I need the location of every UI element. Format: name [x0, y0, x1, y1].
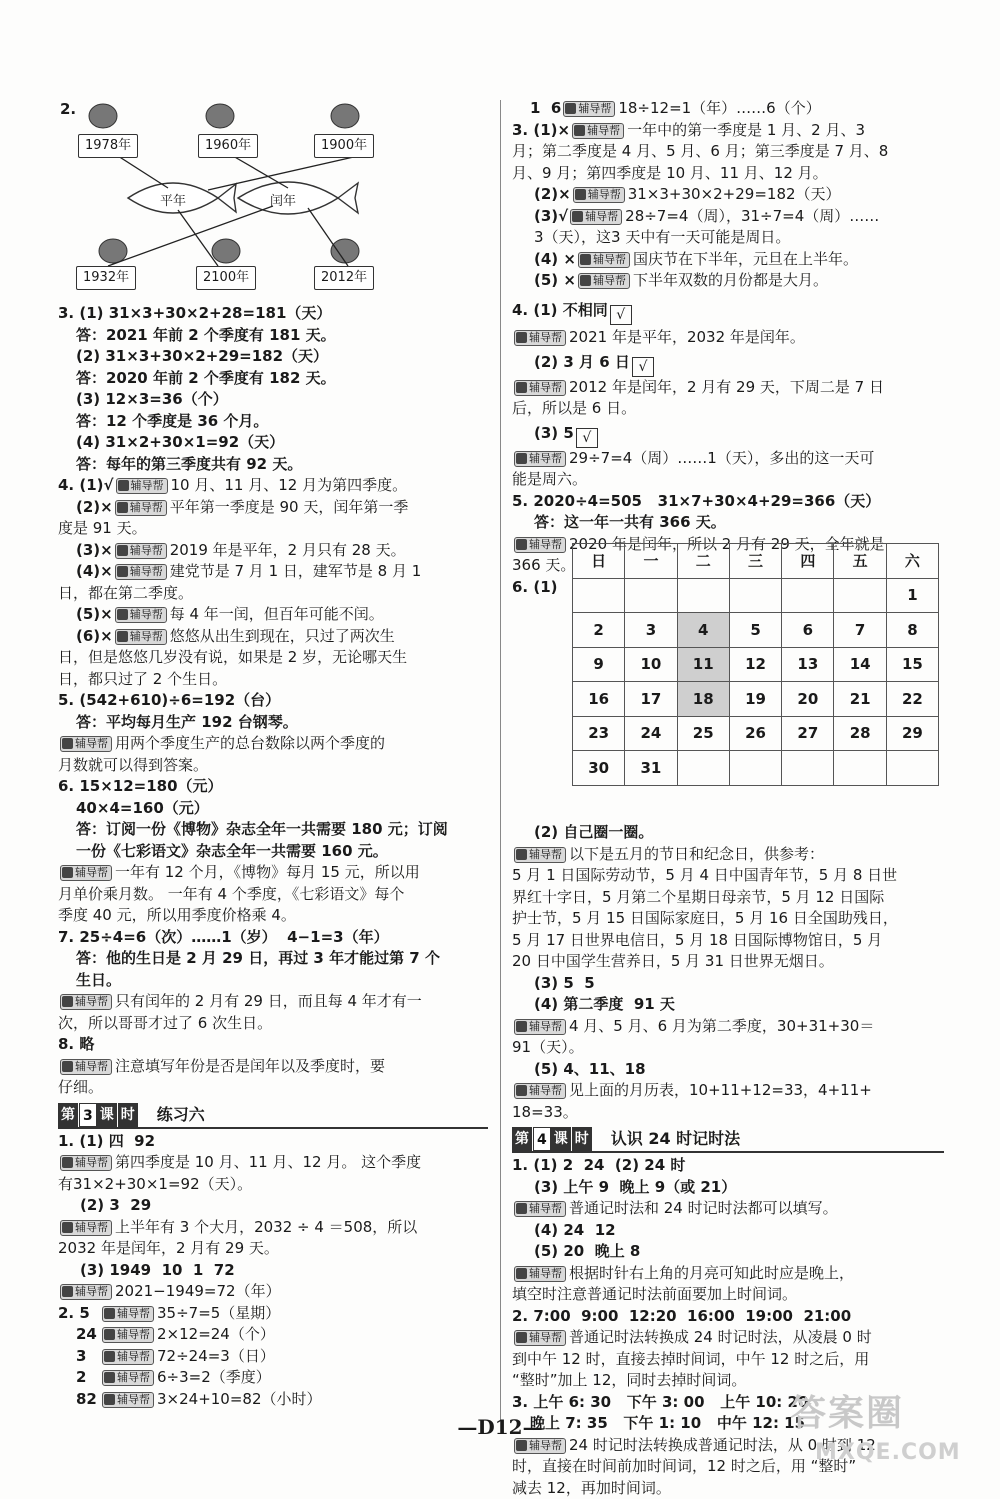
- helper-badge: 辅导帮: [102, 1327, 154, 1343]
- explanation: 月、9 月；第四季度是 10 月、11 月、12 月。: [512, 163, 944, 185]
- answer-mark: (3)√: [534, 207, 568, 225]
- explanation: 2020 年是闰年，所以 2 月有 29 天，全年就是: [569, 535, 885, 553]
- calendar-day: 8: [886, 613, 938, 648]
- helper-badge: 辅导帮: [514, 847, 566, 863]
- answer-line: 答：这一年一共有 366 天。: [512, 512, 944, 534]
- answer-line: (4) 第二季度 91 天: [512, 994, 944, 1016]
- explanation: 6÷3=2（季度）: [157, 1368, 271, 1386]
- calendar-day: 20: [782, 682, 834, 717]
- helper-badge: 辅导帮: [578, 252, 630, 268]
- helper-icon: [580, 275, 591, 286]
- helper-badge: 辅导帮: [514, 1266, 566, 1282]
- helper-badge: 辅导帮: [115, 500, 167, 516]
- answer-value: 24: [76, 1324, 100, 1346]
- check-box: √: [576, 428, 598, 448]
- answer-mark: 3. (1)×: [512, 121, 570, 139]
- explanation: 界红十字日，5 月第二个星期日母亲节，5 月 12 日国际: [512, 887, 944, 909]
- answer-line: 答：每年的第三季度共有 92 天。: [58, 454, 488, 476]
- helper-badge: 辅导帮: [60, 736, 112, 752]
- explanation: 根据时针右上角的月亮可知此时应是晚上，: [569, 1264, 854, 1282]
- explanation: 日，但是悠悠几岁没有说，如果是 2 岁，无论哪天生: [58, 647, 488, 669]
- calendar-empty-cell: [677, 578, 729, 613]
- helper-icon: [62, 996, 73, 1007]
- helper-icon: [516, 1268, 527, 1279]
- helper-badge: 辅导帮: [514, 330, 566, 346]
- answer-q7: [58, 927, 488, 1035]
- page-number: —D12—: [0, 1415, 1000, 1439]
- helper-icon: [572, 211, 583, 222]
- calendar-empty-cell: [729, 751, 781, 786]
- explanation: 仔细。: [58, 1077, 488, 1099]
- calendar-week-row: [573, 578, 939, 613]
- helper-icon: [62, 738, 73, 749]
- fish-label-leap-year: 闰年: [270, 190, 296, 209]
- helper-badge: 辅导帮: [102, 1392, 154, 1408]
- helper-icon: [62, 1061, 73, 1072]
- answer-r3: [512, 120, 944, 292]
- answer-line: 3. 上午 6: 30 下午 3: 00 上午 10: 20: [512, 1392, 944, 1414]
- explanation: 2019 年是平年，2 月只有 28 天。: [170, 541, 406, 559]
- explanation: 只有闰年的 2 月有 29 日，而且每 4 年才有一: [115, 992, 422, 1010]
- explanation: 用两个季度生产的总台数除以两个季度的: [115, 734, 385, 752]
- calendar-body: [573, 578, 939, 785]
- explanation: 72÷24=3（日）: [157, 1347, 275, 1365]
- right-column: [512, 98, 944, 1499]
- answer-mark: (2)×: [76, 498, 113, 516]
- explanation: 见上面的月历表，10+11+12=33，4+11+: [569, 1081, 872, 1099]
- answer-mark: (4) ×: [534, 250, 576, 268]
- calendar-day: 28: [834, 716, 886, 751]
- answer-value: 82: [76, 1389, 100, 1411]
- calendar-weekday: 日: [573, 544, 625, 579]
- explanation: 减去 12，再加时间词。: [512, 1478, 944, 1499]
- answer-line: (4) 31×2+30×1=92（天）: [58, 432, 488, 454]
- leap-year-diagram: [58, 98, 488, 303]
- helper-badge: 辅导帮: [102, 1349, 154, 1365]
- explanation: 季度 40 元，所以用季度价格乘 4。: [58, 905, 488, 927]
- explanation: 2×12=24（个）: [157, 1325, 275, 1343]
- calendar-empty-cell: [677, 751, 729, 786]
- calendar-weekday: 五: [834, 544, 886, 579]
- lesson-title: 练习六: [157, 1103, 205, 1127]
- explanation: 2021−1949=72（年）: [115, 1282, 281, 1300]
- answer-mark: (2)×: [534, 185, 571, 203]
- calendar-day: 30: [573, 751, 625, 786]
- explanation: 能是周六。: [512, 469, 944, 491]
- explanation: 3×24+10=82（小时）: [157, 1390, 322, 1408]
- calendar-day: 13: [782, 647, 834, 682]
- calendar-week-row: [573, 682, 939, 717]
- answer-line: (5) 20 晚上 8: [512, 1241, 944, 1263]
- answer-mark: (4)×: [76, 562, 113, 580]
- calendar-day: 23: [573, 716, 625, 751]
- practice-q2: [58, 1303, 488, 1411]
- explanation: 日，都只过了 2 个生日。: [58, 669, 488, 691]
- helper-badge: 辅导帮: [60, 1059, 112, 1075]
- answer-q4: [58, 475, 488, 690]
- explanation: 平年第一季度是 90 天，闰年第一季: [170, 498, 409, 516]
- helper-badge: 辅导帮: [116, 478, 168, 494]
- calendar-header-row: [573, 544, 939, 579]
- explanation: 日，都在第二季度。: [58, 583, 488, 605]
- calendar-week-row: [573, 751, 939, 786]
- explanation: 35÷7=5（星期）: [157, 1304, 280, 1322]
- calendar-day: 5: [729, 613, 781, 648]
- calendar-empty-cell: [782, 578, 834, 613]
- helper-icon: [575, 189, 586, 200]
- answer-line: (3) 上午 9 晚上 9（或 21）: [512, 1177, 944, 1199]
- calendar-day: 19: [729, 682, 781, 717]
- answer-line: (2) 31×3+30×2+29=182（天）: [58, 346, 488, 368]
- year-box-top-1: 1978年: [78, 134, 138, 158]
- calendar-day: 4: [677, 613, 729, 648]
- explanation: 4 月、5 月、6 月为第二季度，30+31+30＝: [569, 1017, 874, 1035]
- helper-icon: [117, 566, 128, 577]
- answer-q5: [58, 690, 488, 776]
- explanation: 18÷12=1（年）……6（个）: [618, 99, 820, 117]
- calendar-day: 27: [782, 716, 834, 751]
- helper-icon: [516, 1440, 527, 1451]
- helper-badge: 辅导帮: [563, 101, 615, 117]
- answer-mark: (5)×: [76, 605, 113, 623]
- calendar-week-row: [573, 647, 939, 682]
- helper-badge: 辅导帮: [578, 273, 630, 289]
- answer-line: (3) 5: [534, 424, 574, 442]
- column-divider: [500, 100, 501, 1420]
- calendar-day: 24: [625, 716, 677, 751]
- explanation: 366 天。: [512, 555, 944, 577]
- calendar-empty-cell: [625, 578, 677, 613]
- answer-line: 答：平均每月生产 192 台钢琴。: [58, 712, 488, 734]
- explanation: 月数就可以得到答案。: [58, 755, 488, 777]
- explanation: 2012 年是闰年，2 月有 29 天，下周二是 7 日: [569, 378, 884, 396]
- explanation: 月单价乘月数。 一年有 4 个季度，《七彩语文》每个: [58, 884, 488, 906]
- answer-line: 3. (1) 31×3+30×2+28=181（天）: [58, 303, 488, 325]
- calendar-day: 31: [625, 751, 677, 786]
- year-box-top-2: 1960年: [198, 134, 258, 158]
- explanation: 度是 91 天。: [58, 518, 488, 540]
- calendar-week-row: [573, 716, 939, 751]
- helper-icon: [104, 1394, 115, 1405]
- calendar-day: 2: [573, 613, 625, 648]
- calendar-day: 29: [886, 716, 938, 751]
- helper-badge: 辅导帮: [514, 537, 566, 553]
- answer-line: 答：12 个季度是 36 个月。: [58, 411, 488, 433]
- answer-line: 答：2021 年前 2 个季度有 181 天。: [58, 325, 488, 347]
- explanation: 护士节，5 月 15 日国际家庭日，5 月 16 日全国助残日，: [512, 908, 944, 930]
- calendar-day: 1: [886, 578, 938, 613]
- helper-icon: [62, 867, 73, 878]
- answer-line: (3) 12×3=36（个）: [58, 389, 488, 411]
- helper-icon: [62, 1222, 73, 1233]
- explanation: 一年有 12 个月，《博物》每月 15 元，所以用: [115, 863, 420, 881]
- calendar-day: 11: [677, 647, 729, 682]
- explanation: 建党节是 7 月 1 日，建军节是 8 月 1: [170, 562, 422, 580]
- explanation: 第四季度是 10 月、11 月、12 月。 这个季度: [115, 1153, 421, 1171]
- calendar-weekday: 一: [625, 544, 677, 579]
- answer-line: (3) 5 5: [512, 973, 944, 995]
- explanation: 后，所以是 6 日。: [512, 398, 944, 420]
- helper-badge: 辅导帮: [60, 865, 112, 881]
- calendar-day: 15: [886, 647, 938, 682]
- calendar-empty-cell: [729, 578, 781, 613]
- calendar-day: 12: [729, 647, 781, 682]
- helper-badge: 辅导帮: [115, 564, 167, 580]
- helper-icon: [516, 539, 527, 550]
- calendar-week-row: [573, 613, 939, 648]
- helper-icon: [516, 1021, 527, 1032]
- helper-icon: [580, 254, 591, 265]
- calendar-day: 22: [886, 682, 938, 717]
- explanation: 每 4 年一闰，但百年可能不闰。: [170, 605, 384, 623]
- helper-badge: 辅导帮: [60, 1220, 112, 1236]
- lesson-badge: 第 3 课 时: [58, 1103, 139, 1127]
- helper-badge: 辅导帮: [514, 451, 566, 467]
- explanation: 10 月、11 月、12 月为第四季度。: [171, 476, 408, 494]
- year-box-top-3: 1900年: [314, 134, 374, 158]
- answer-line: 6. 15×12=180（元）: [58, 776, 488, 798]
- answer-line: 4. (1) 不相同: [512, 301, 608, 319]
- calendar-day: 17: [625, 682, 677, 717]
- explanation: 5 月 17 日世界电信日，5 月 18 日国际博物馆日，5 月: [512, 930, 944, 952]
- explanation: 5 月 1 日国际劳动节，5 月 4 日中国青年节，5 月 8 日世: [512, 865, 944, 887]
- answer-line: 答：订阅一份《博物》杂志全年一共需要 180 元；订阅: [58, 819, 488, 841]
- calendar-day: 18: [677, 682, 729, 717]
- calendar-day: 21: [834, 682, 886, 717]
- answer-line: (2) 3 月 6 日: [534, 353, 630, 371]
- explanation: 18=33。: [512, 1102, 944, 1124]
- helper-icon: [516, 849, 527, 860]
- helper-icon: [516, 1085, 527, 1096]
- answer-mark: (3)×: [76, 541, 113, 559]
- calendar-weekday: 二: [677, 544, 729, 579]
- explanation: 以下是五月的节日和纪念日，供参考：: [569, 845, 824, 863]
- explanation: 普通记时法转换成 24 时记时法，从凌晨 0 时: [569, 1328, 872, 1346]
- calendar-day: 10: [625, 647, 677, 682]
- explanation: 下半年双数的月份都是大月。: [633, 271, 828, 289]
- answer-value: 2: [76, 1367, 100, 1389]
- helper-badge: 辅导帮: [102, 1306, 154, 1322]
- lesson-3-header: [58, 1101, 488, 1129]
- question-number: 2.: [60, 100, 76, 118]
- helper-badge: 辅导帮: [514, 380, 566, 396]
- explanation: 31×3+30×2+29=182（天）: [628, 185, 841, 203]
- answer-line: 生日。: [58, 970, 488, 992]
- answer-line: (4) 24 12: [512, 1220, 944, 1242]
- answer-value: 2. 5: [58, 1303, 100, 1325]
- helper-icon: [62, 1286, 73, 1297]
- calendar-day: 3: [625, 613, 677, 648]
- helper-icon: [118, 480, 129, 491]
- may-calendar: [572, 543, 939, 786]
- answer-line: 晚上 7: 35 下午 1: 10 中午 12: 15: [512, 1413, 944, 1435]
- helper-badge: 辅导帮: [514, 1201, 566, 1217]
- explanation: 普通记时法和 24 时记时法都可以填写。: [569, 1199, 838, 1217]
- calendar-day: 14: [834, 647, 886, 682]
- explanation: 月；第二季度是 4 月、5 月、6 月；第三季度是 7 月、8: [512, 141, 944, 163]
- calendar-day: 9: [573, 647, 625, 682]
- helper-icon: [104, 1372, 115, 1383]
- answer-line: 7. 25÷4=6（次）……1（岁） 4−1=3（年）: [58, 927, 488, 949]
- answer-q8: [58, 1034, 488, 1099]
- answer-r4: [512, 298, 944, 491]
- helper-badge: 辅导帮: [514, 1083, 566, 1099]
- calendar-empty-cell: [834, 751, 886, 786]
- helper-icon: [117, 631, 128, 642]
- helper-icon: [104, 1308, 115, 1319]
- answer-line: 5. (542+610)÷6=192（台）: [58, 690, 488, 712]
- explanation: 填空时注意普通记时法前面要加上时间词。: [512, 1284, 944, 1306]
- year-box-bottom-2: 2100年: [196, 266, 256, 290]
- helper-icon: [117, 545, 128, 556]
- helper-badge: 辅导帮: [115, 607, 167, 623]
- helper-icon: [516, 1332, 527, 1343]
- answer-mark: (6)×: [76, 627, 113, 645]
- year-box-bottom-1: 1932年: [76, 266, 136, 290]
- helper-icon: [516, 382, 527, 393]
- answer-s2: [512, 1306, 944, 1392]
- explanation: 2021 年是平年，2032 年是闰年。: [569, 328, 805, 346]
- answer-line: 2. 7:00 9:00 12:20 16:00 19:00 21:00: [512, 1306, 944, 1328]
- calendar-empty-cell: [782, 751, 834, 786]
- calendar-day: 7: [834, 613, 886, 648]
- lesson-4-header: [512, 1125, 944, 1153]
- answer-r6: [512, 822, 944, 1123]
- explanation: 2032 年是闰年，2 月有 29 天。: [58, 1238, 488, 1260]
- helper-icon: [516, 453, 527, 464]
- helper-badge: 辅导帮: [115, 629, 167, 645]
- explanation: 24 时记时法转换成普通记时法，从 0 时到 12: [569, 1436, 876, 1454]
- explanation: 国庆节在下半年，元旦在上半年。: [633, 250, 858, 268]
- practice-q1: [58, 1131, 488, 1303]
- explanation: 3（天），这3 天中有一天可能是周日。: [512, 227, 944, 249]
- answer-s1: [512, 1155, 944, 1306]
- calendar-day: 26: [729, 716, 781, 751]
- helper-icon: [104, 1329, 115, 1340]
- helper-icon: [516, 332, 527, 343]
- answer-mark: (5) ×: [534, 271, 576, 289]
- answer-line: 6. (1): [512, 577, 944, 599]
- helper-icon: [516, 1203, 527, 1214]
- calendar-day: 25: [677, 716, 729, 751]
- helper-badge: 辅导帮: [514, 1330, 566, 1346]
- answer-line: 40×4=160（元）: [58, 798, 488, 820]
- explanation: 注意填写年份是否是闰年以及季度时，要: [115, 1057, 385, 1075]
- helper-badge: 辅导帮: [60, 1155, 112, 1171]
- helper-icon: [62, 1157, 73, 1168]
- explanation: 28÷7=4（周），31÷7=4（周）……: [625, 207, 879, 225]
- answer-line: (5) 4、11、18: [512, 1059, 944, 1081]
- helper-badge: 辅导帮: [514, 1438, 566, 1454]
- answer-line: 8. 略: [58, 1034, 488, 1056]
- year-box-bottom-3: 2012年: [314, 266, 374, 290]
- explanation: 上半年有 3 个大月，2032 ÷ 4 ＝508，所以: [115, 1218, 417, 1236]
- helper-icon: [104, 1351, 115, 1362]
- helper-badge: 辅导帮: [573, 187, 625, 203]
- explanation: 到中午 12 时，直接去掉时间词，中午 12 时之后，用: [512, 1349, 944, 1371]
- fish-label-common-year: 平年: [160, 190, 186, 209]
- calendar-empty-cell: [573, 578, 625, 613]
- answer-line: (2) 3 29: [58, 1195, 488, 1217]
- answer-line: 5. 2020÷4=505 31×7+30×4+29=366（天）: [512, 491, 944, 513]
- answer-q3: [58, 303, 488, 475]
- calendar-empty-cell: [886, 751, 938, 786]
- answer-line: 答：他的生日是 2 月 29 日，再过 3 年才能过第 7 个: [58, 948, 488, 970]
- helper-badge: 辅导帮: [60, 1284, 112, 1300]
- helper-badge: 辅导帮: [570, 209, 622, 225]
- explanation: 有31×2+30×1=92（天）。: [58, 1174, 488, 1196]
- answer-value: 1 6: [530, 99, 561, 117]
- check-box: √: [610, 305, 632, 325]
- lesson-title: 认识 24 时记时法: [611, 1127, 740, 1151]
- answer-q6: [58, 776, 488, 927]
- answer-line: 答：2020 年前 2 个季度有 182 天。: [58, 368, 488, 390]
- explanation: 29÷7=4（周）……1（天），多出的这一天可: [569, 449, 874, 467]
- helper-icon: [117, 502, 128, 513]
- answer-line: (3) 1949 10 1 72: [58, 1260, 488, 1282]
- helper-icon: [117, 609, 128, 620]
- check-box: √: [632, 357, 654, 377]
- calendar-weekday: 六: [886, 544, 938, 579]
- explanation: 次，所以哥哥才过了 6 次生日。: [58, 1013, 488, 1035]
- explanation: “整时”加上 12，同时去掉时间词。: [512, 1370, 944, 1392]
- calendar-day: 16: [573, 682, 625, 717]
- answer-line: 一份《七彩语文》杂志全年一共需要 160 元。: [58, 841, 488, 863]
- watermark-logo: 答案圈: [790, 1385, 904, 1436]
- answer-value: 3: [76, 1346, 100, 1368]
- lesson-badge: 第 4 课 时: [512, 1127, 593, 1151]
- explanation: 一年中的第一季度是 1 月、2 月、3: [627, 121, 865, 139]
- explanation: 时，直接在时间前加时间词，12 时之后，用 “整时”: [512, 1456, 944, 1478]
- calendar-weekday: 三: [729, 544, 781, 579]
- left-column: [58, 98, 488, 1410]
- answer-mark: 4. (1)√: [58, 476, 114, 494]
- explanation: 悠悠从出生到现在，只过了两次生: [170, 627, 395, 645]
- helper-icon: [565, 103, 576, 114]
- helper-badge: 辅导帮: [102, 1370, 154, 1386]
- helper-badge: 辅导帮: [572, 123, 624, 139]
- explanation: 20 日中国学生营养日，5 月 31 日世界无烟日。: [512, 951, 944, 973]
- calendar-weekday: 四: [782, 544, 834, 579]
- answer-line: 1. (1) 2 24 (2) 24 时: [512, 1155, 944, 1177]
- calendar-empty-cell: [834, 578, 886, 613]
- helper-icon: [574, 125, 585, 136]
- explanation: 91（天）。: [512, 1037, 944, 1059]
- helper-badge: 辅导帮: [60, 994, 112, 1010]
- watermark-url: MXQE.COM: [815, 1440, 961, 1465]
- answer-line: 1. (1) 四 92: [58, 1131, 488, 1153]
- answer-line: (2) 自己圈一圈。: [512, 822, 944, 844]
- helper-badge: 辅导帮: [514, 1019, 566, 1035]
- helper-badge: 辅导帮: [115, 543, 167, 559]
- calendar-day: 6: [782, 613, 834, 648]
